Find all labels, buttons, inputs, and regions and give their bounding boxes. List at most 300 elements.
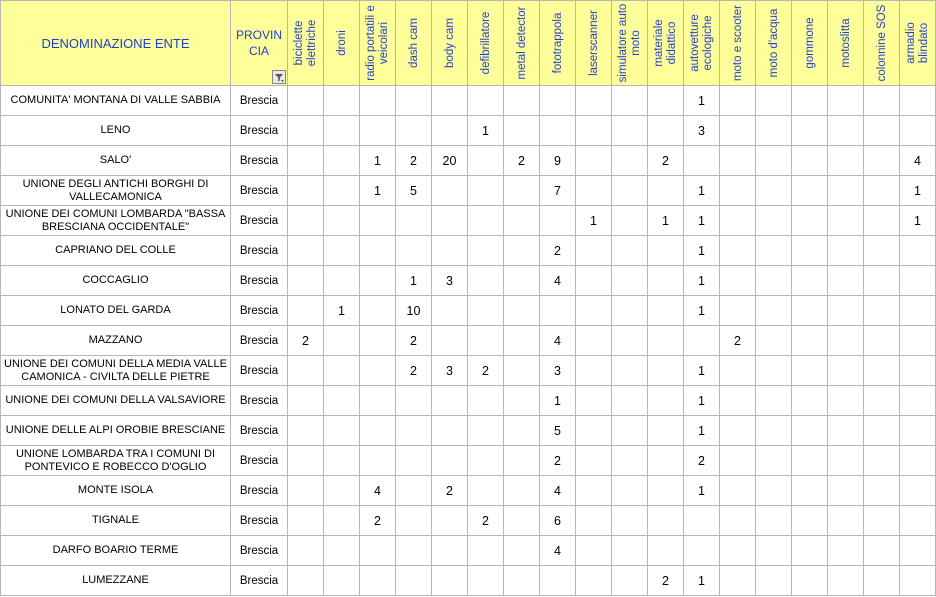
value-cell[interactable] — [792, 416, 828, 446]
value-cell[interactable] — [612, 536, 648, 566]
value-cell[interactable] — [720, 266, 756, 296]
value-cell[interactable] — [864, 506, 900, 536]
value-cell[interactable] — [576, 446, 612, 476]
value-cell[interactable] — [468, 446, 504, 476]
column-header[interactable] — [792, 1, 828, 86]
value-cell[interactable] — [576, 566, 612, 596]
value-cell[interactable]: 2 — [720, 326, 756, 356]
provincia-cell[interactable]: Brescia — [231, 536, 288, 566]
value-cell[interactable] — [576, 356, 612, 386]
ente-cell[interactable]: UNIONE DEI COMUNI DELLA VALSAVIORE — [1, 386, 231, 416]
value-cell[interactable] — [504, 416, 540, 446]
provincia-cell[interactable]: Brescia — [231, 416, 288, 446]
value-cell[interactable] — [648, 476, 684, 506]
ente-cell[interactable]: TIGNALE — [1, 506, 231, 536]
value-cell[interactable] — [648, 326, 684, 356]
value-cell[interactable] — [612, 506, 648, 536]
value-cell[interactable]: 1 — [684, 176, 720, 206]
ente-cell[interactable]: SALO' — [1, 146, 231, 176]
value-cell[interactable]: 4 — [540, 326, 576, 356]
value-cell[interactable] — [900, 446, 936, 476]
value-cell[interactable] — [828, 446, 864, 476]
provincia-cell[interactable]: Brescia — [231, 86, 288, 116]
provincia-cell[interactable]: Brescia — [231, 476, 288, 506]
value-cell[interactable] — [756, 86, 792, 116]
ente-cell[interactable]: UNIONE DEGLI ANTICHI BORGHI DI VALLECAMONICA — [1, 176, 231, 206]
value-cell[interactable] — [792, 356, 828, 386]
value-cell[interactable] — [828, 356, 864, 386]
value-cell[interactable] — [756, 476, 792, 506]
value-cell[interactable]: 4 — [540, 266, 576, 296]
value-cell[interactable] — [504, 536, 540, 566]
value-cell[interactable] — [900, 116, 936, 146]
value-cell[interactable]: 1 — [684, 476, 720, 506]
value-cell[interactable] — [864, 86, 900, 116]
value-cell[interactable] — [900, 266, 936, 296]
ente-cell[interactable]: DARFO BOARIO TERME — [1, 536, 231, 566]
value-cell[interactable] — [324, 86, 360, 116]
value-cell[interactable] — [612, 356, 648, 386]
value-cell[interactable] — [288, 266, 324, 296]
value-cell[interactable] — [756, 536, 792, 566]
value-cell[interactable] — [576, 296, 612, 326]
provincia-cell[interactable]: Brescia — [231, 566, 288, 596]
value-cell[interactable] — [432, 536, 468, 566]
value-cell[interactable] — [612, 146, 648, 176]
value-cell[interactable]: 2 — [396, 356, 432, 386]
ente-cell[interactable]: LUMEZZANE — [1, 566, 231, 596]
value-cell[interactable]: 1 — [684, 416, 720, 446]
value-cell[interactable] — [324, 176, 360, 206]
value-cell[interactable] — [468, 146, 504, 176]
column-header[interactable] — [288, 1, 324, 86]
value-cell[interactable]: 1 — [360, 146, 396, 176]
value-cell[interactable] — [468, 416, 504, 446]
value-cell[interactable]: 1 — [684, 296, 720, 326]
ente-cell[interactable]: UNIONE DELLE ALPI OROBIE BRESCIANE — [1, 416, 231, 446]
value-cell[interactable] — [756, 416, 792, 446]
filter-dropdown-icon[interactable] — [272, 70, 286, 84]
value-cell[interactable] — [432, 446, 468, 476]
value-cell[interactable]: 2 — [648, 566, 684, 596]
ente-cell[interactable]: COCCAGLIO — [1, 266, 231, 296]
value-cell[interactable] — [864, 116, 900, 146]
value-cell[interactable] — [648, 416, 684, 446]
value-cell[interactable] — [864, 236, 900, 266]
value-cell[interactable] — [504, 86, 540, 116]
ente-cell[interactable]: UNIONE LOMBARDA TRA I COMUNI DI PONTEVICO E ROBECCO D'OGLIO — [1, 446, 231, 476]
value-cell[interactable] — [792, 446, 828, 476]
value-cell[interactable] — [432, 206, 468, 236]
value-cell[interactable] — [396, 536, 432, 566]
column-header[interactable] — [468, 1, 504, 86]
value-cell[interactable]: 1 — [684, 386, 720, 416]
value-cell[interactable] — [612, 116, 648, 146]
value-cell[interactable] — [828, 146, 864, 176]
value-cell[interactable] — [360, 206, 396, 236]
column-header[interactable] — [540, 1, 576, 86]
ente-cell[interactable]: LONATO DEL GARDA — [1, 296, 231, 326]
value-cell[interactable] — [324, 506, 360, 536]
value-cell[interactable] — [396, 206, 432, 236]
value-cell[interactable]: 7 — [540, 176, 576, 206]
value-cell[interactable] — [432, 416, 468, 446]
value-cell[interactable] — [864, 386, 900, 416]
value-cell[interactable] — [576, 236, 612, 266]
value-cell[interactable]: 5 — [540, 416, 576, 446]
value-cell[interactable] — [720, 506, 756, 536]
value-cell[interactable]: 4 — [900, 146, 936, 176]
value-cell[interactable] — [792, 86, 828, 116]
value-cell[interactable] — [756, 326, 792, 356]
value-cell[interactable]: 1 — [684, 356, 720, 386]
value-cell[interactable] — [900, 236, 936, 266]
value-cell[interactable] — [504, 506, 540, 536]
value-cell[interactable] — [360, 236, 396, 266]
value-cell[interactable] — [288, 476, 324, 506]
value-cell[interactable] — [576, 536, 612, 566]
value-cell[interactable] — [360, 86, 396, 116]
value-cell[interactable] — [720, 386, 756, 416]
value-cell[interactable] — [900, 566, 936, 596]
value-cell[interactable] — [900, 476, 936, 506]
value-cell[interactable] — [792, 266, 828, 296]
value-cell[interactable] — [828, 326, 864, 356]
value-cell[interactable] — [324, 326, 360, 356]
value-cell[interactable] — [468, 236, 504, 266]
header-ente[interactable]: DENOMINAZIONE ENTE — [1, 1, 231, 86]
value-cell[interactable] — [648, 446, 684, 476]
value-cell[interactable] — [612, 566, 648, 596]
value-cell[interactable]: 1 — [684, 266, 720, 296]
value-cell[interactable]: 1 — [648, 206, 684, 236]
value-cell[interactable] — [324, 116, 360, 146]
value-cell[interactable] — [288, 146, 324, 176]
value-cell[interactable] — [360, 296, 396, 326]
value-cell[interactable] — [828, 506, 864, 536]
value-cell[interactable] — [864, 206, 900, 236]
column-header[interactable] — [684, 1, 720, 86]
column-header[interactable] — [900, 1, 936, 86]
value-cell[interactable] — [792, 206, 828, 236]
value-cell[interactable] — [612, 386, 648, 416]
value-cell[interactable] — [396, 446, 432, 476]
value-cell[interactable] — [396, 116, 432, 146]
column-header[interactable] — [396, 1, 432, 86]
value-cell[interactable] — [612, 206, 648, 236]
value-cell[interactable] — [828, 266, 864, 296]
value-cell[interactable] — [324, 356, 360, 386]
column-header[interactable] — [360, 1, 396, 86]
value-cell[interactable] — [504, 176, 540, 206]
value-cell[interactable]: 2 — [288, 326, 324, 356]
value-cell[interactable] — [828, 416, 864, 446]
value-cell[interactable] — [756, 116, 792, 146]
value-cell[interactable] — [828, 176, 864, 206]
value-cell[interactable]: 1 — [900, 176, 936, 206]
value-cell[interactable] — [720, 356, 756, 386]
value-cell[interactable] — [720, 476, 756, 506]
value-cell[interactable] — [576, 266, 612, 296]
column-header[interactable] — [324, 1, 360, 86]
value-cell[interactable] — [468, 566, 504, 596]
value-cell[interactable] — [324, 566, 360, 596]
value-cell[interactable] — [396, 416, 432, 446]
value-cell[interactable] — [504, 206, 540, 236]
value-cell[interactable]: 2 — [468, 506, 504, 536]
value-cell[interactable] — [288, 86, 324, 116]
value-cell[interactable] — [684, 146, 720, 176]
value-cell[interactable] — [576, 386, 612, 416]
value-cell[interactable] — [540, 566, 576, 596]
provincia-cell[interactable]: Brescia — [231, 236, 288, 266]
value-cell[interactable]: 2 — [396, 326, 432, 356]
value-cell[interactable] — [504, 326, 540, 356]
value-cell[interactable] — [720, 206, 756, 236]
value-cell[interactable] — [396, 506, 432, 536]
value-cell[interactable] — [396, 386, 432, 416]
value-cell[interactable] — [648, 236, 684, 266]
value-cell[interactable] — [504, 566, 540, 596]
value-cell[interactable]: 3 — [432, 266, 468, 296]
value-cell[interactable] — [612, 266, 648, 296]
value-cell[interactable] — [576, 86, 612, 116]
provincia-cell[interactable]: Brescia — [231, 506, 288, 536]
value-cell[interactable] — [720, 566, 756, 596]
value-cell[interactable] — [288, 446, 324, 476]
value-cell[interactable] — [756, 506, 792, 536]
value-cell[interactable] — [612, 476, 648, 506]
value-cell[interactable] — [648, 86, 684, 116]
value-cell[interactable] — [828, 296, 864, 326]
value-cell[interactable] — [756, 566, 792, 596]
value-cell[interactable] — [288, 506, 324, 536]
value-cell[interactable] — [468, 536, 504, 566]
value-cell[interactable]: 1 — [360, 176, 396, 206]
provincia-cell[interactable]: Brescia — [231, 326, 288, 356]
value-cell[interactable] — [648, 356, 684, 386]
ente-cell[interactable]: LENO — [1, 116, 231, 146]
value-cell[interactable]: 2 — [468, 356, 504, 386]
value-cell[interactable] — [648, 386, 684, 416]
value-cell[interactable] — [288, 566, 324, 596]
value-cell[interactable]: 1 — [540, 386, 576, 416]
value-cell[interactable] — [792, 176, 828, 206]
value-cell[interactable]: 9 — [540, 146, 576, 176]
value-cell[interactable] — [720, 146, 756, 176]
value-cell[interactable] — [360, 386, 396, 416]
value-cell[interactable] — [612, 296, 648, 326]
value-cell[interactable] — [468, 176, 504, 206]
provincia-cell[interactable]: Brescia — [231, 206, 288, 236]
column-header[interactable] — [612, 1, 648, 86]
value-cell[interactable]: 1 — [324, 296, 360, 326]
value-cell[interactable] — [324, 146, 360, 176]
value-cell[interactable] — [396, 236, 432, 266]
value-cell[interactable]: 2 — [540, 446, 576, 476]
value-cell[interactable] — [792, 236, 828, 266]
value-cell[interactable] — [720, 236, 756, 266]
value-cell[interactable] — [360, 536, 396, 566]
provincia-cell[interactable]: Brescia — [231, 386, 288, 416]
ente-cell[interactable]: CAPRIANO DEL COLLE — [1, 236, 231, 266]
ente-cell[interactable]: UNIONE DEI COMUNI LOMBARDA "BASSA BRESCIANA OCCIDENTALE" — [1, 206, 231, 236]
value-cell[interactable] — [684, 326, 720, 356]
ente-cell[interactable]: COMUNITA' MONTANA DI VALLE SABBIA — [1, 86, 231, 116]
value-cell[interactable]: 4 — [540, 476, 576, 506]
value-cell[interactable] — [540, 116, 576, 146]
column-header[interactable] — [576, 1, 612, 86]
value-cell[interactable] — [864, 176, 900, 206]
value-cell[interactable] — [468, 386, 504, 416]
value-cell[interactable] — [468, 206, 504, 236]
value-cell[interactable] — [504, 266, 540, 296]
value-cell[interactable] — [324, 536, 360, 566]
provincia-cell[interactable]: Brescia — [231, 176, 288, 206]
value-cell[interactable] — [288, 236, 324, 266]
ente-cell[interactable]: MONTE ISOLA — [1, 476, 231, 506]
value-cell[interactable] — [756, 146, 792, 176]
value-cell[interactable] — [756, 206, 792, 236]
value-cell[interactable] — [432, 116, 468, 146]
value-cell[interactable] — [648, 176, 684, 206]
column-header[interactable] — [828, 1, 864, 86]
value-cell[interactable] — [792, 386, 828, 416]
value-cell[interactable] — [756, 296, 792, 326]
value-cell[interactable] — [900, 296, 936, 326]
value-cell[interactable] — [828, 206, 864, 236]
value-cell[interactable] — [828, 536, 864, 566]
value-cell[interactable] — [576, 176, 612, 206]
column-header[interactable] — [864, 1, 900, 86]
value-cell[interactable] — [504, 356, 540, 386]
value-cell[interactable] — [612, 86, 648, 116]
value-cell[interactable] — [396, 566, 432, 596]
value-cell[interactable] — [576, 146, 612, 176]
value-cell[interactable]: 1 — [684, 236, 720, 266]
value-cell[interactable] — [612, 176, 648, 206]
value-cell[interactable] — [756, 446, 792, 476]
value-cell[interactable] — [792, 566, 828, 596]
value-cell[interactable]: 2 — [504, 146, 540, 176]
value-cell[interactable]: 6 — [540, 506, 576, 536]
value-cell[interactable] — [864, 356, 900, 386]
value-cell[interactable] — [720, 86, 756, 116]
value-cell[interactable] — [288, 116, 324, 146]
value-cell[interactable] — [828, 386, 864, 416]
value-cell[interactable] — [504, 236, 540, 266]
value-cell[interactable] — [576, 476, 612, 506]
value-cell[interactable]: 1 — [684, 86, 720, 116]
value-cell[interactable] — [468, 476, 504, 506]
value-cell[interactable]: 2 — [432, 476, 468, 506]
value-cell[interactable]: 20 — [432, 146, 468, 176]
value-cell[interactable] — [360, 416, 396, 446]
provincia-cell[interactable]: Brescia — [231, 266, 288, 296]
value-cell[interactable] — [468, 296, 504, 326]
provincia-cell[interactable]: Brescia — [231, 296, 288, 326]
value-cell[interactable] — [864, 266, 900, 296]
value-cell[interactable] — [828, 566, 864, 596]
value-cell[interactable] — [792, 536, 828, 566]
header-provincia[interactable] — [231, 1, 288, 86]
value-cell[interactable] — [900, 86, 936, 116]
value-cell[interactable] — [288, 296, 324, 326]
value-cell[interactable] — [288, 356, 324, 386]
value-cell[interactable] — [324, 446, 360, 476]
value-cell[interactable] — [576, 326, 612, 356]
value-cell[interactable] — [432, 386, 468, 416]
provincia-cell[interactable]: Brescia — [231, 446, 288, 476]
value-cell[interactable] — [720, 296, 756, 326]
value-cell[interactable] — [792, 116, 828, 146]
value-cell[interactable] — [324, 266, 360, 296]
value-cell[interactable]: 1 — [684, 206, 720, 236]
value-cell[interactable]: 2 — [684, 446, 720, 476]
value-cell[interactable] — [432, 86, 468, 116]
value-cell[interactable] — [288, 206, 324, 236]
value-cell[interactable]: 1 — [468, 116, 504, 146]
value-cell[interactable] — [792, 506, 828, 536]
value-cell[interactable]: 2 — [648, 146, 684, 176]
value-cell[interactable] — [684, 506, 720, 536]
value-cell[interactable] — [864, 326, 900, 356]
value-cell[interactable] — [864, 146, 900, 176]
value-cell[interactable] — [900, 506, 936, 536]
value-cell[interactable]: 4 — [360, 476, 396, 506]
value-cell[interactable]: 3 — [540, 356, 576, 386]
value-cell[interactable] — [504, 386, 540, 416]
value-cell[interactable] — [828, 476, 864, 506]
value-cell[interactable] — [900, 416, 936, 446]
value-cell[interactable]: 2 — [360, 506, 396, 536]
value-cell[interactable]: 1 — [684, 566, 720, 596]
value-cell[interactable] — [504, 116, 540, 146]
value-cell[interactable] — [324, 476, 360, 506]
value-cell[interactable] — [684, 536, 720, 566]
value-cell[interactable] — [792, 476, 828, 506]
value-cell[interactable] — [432, 326, 468, 356]
value-cell[interactable] — [864, 566, 900, 596]
value-cell[interactable] — [648, 296, 684, 326]
column-header[interactable] — [648, 1, 684, 86]
value-cell[interactable] — [432, 296, 468, 326]
value-cell[interactable]: 1 — [576, 206, 612, 236]
value-cell[interactable] — [720, 536, 756, 566]
value-cell[interactable] — [504, 446, 540, 476]
value-cell[interactable] — [360, 356, 396, 386]
value-cell[interactable] — [360, 446, 396, 476]
ente-cell[interactable]: UNIONE DEI COMUNI DELLA MEDIA VALLE CAMONICA - CIVILTA DELLE PIETRE — [1, 356, 231, 386]
value-cell[interactable] — [900, 326, 936, 356]
value-cell[interactable] — [720, 176, 756, 206]
value-cell[interactable] — [864, 416, 900, 446]
value-cell[interactable] — [648, 266, 684, 296]
value-cell[interactable] — [864, 296, 900, 326]
value-cell[interactable] — [756, 176, 792, 206]
value-cell[interactable] — [756, 236, 792, 266]
value-cell[interactable]: 5 — [396, 176, 432, 206]
value-cell[interactable] — [288, 416, 324, 446]
value-cell[interactable] — [720, 446, 756, 476]
column-header[interactable] — [720, 1, 756, 86]
value-cell[interactable] — [540, 86, 576, 116]
value-cell[interactable]: 10 — [396, 296, 432, 326]
value-cell[interactable] — [432, 236, 468, 266]
provincia-cell[interactable]: Brescia — [231, 146, 288, 176]
value-cell[interactable] — [288, 536, 324, 566]
value-cell[interactable] — [360, 266, 396, 296]
